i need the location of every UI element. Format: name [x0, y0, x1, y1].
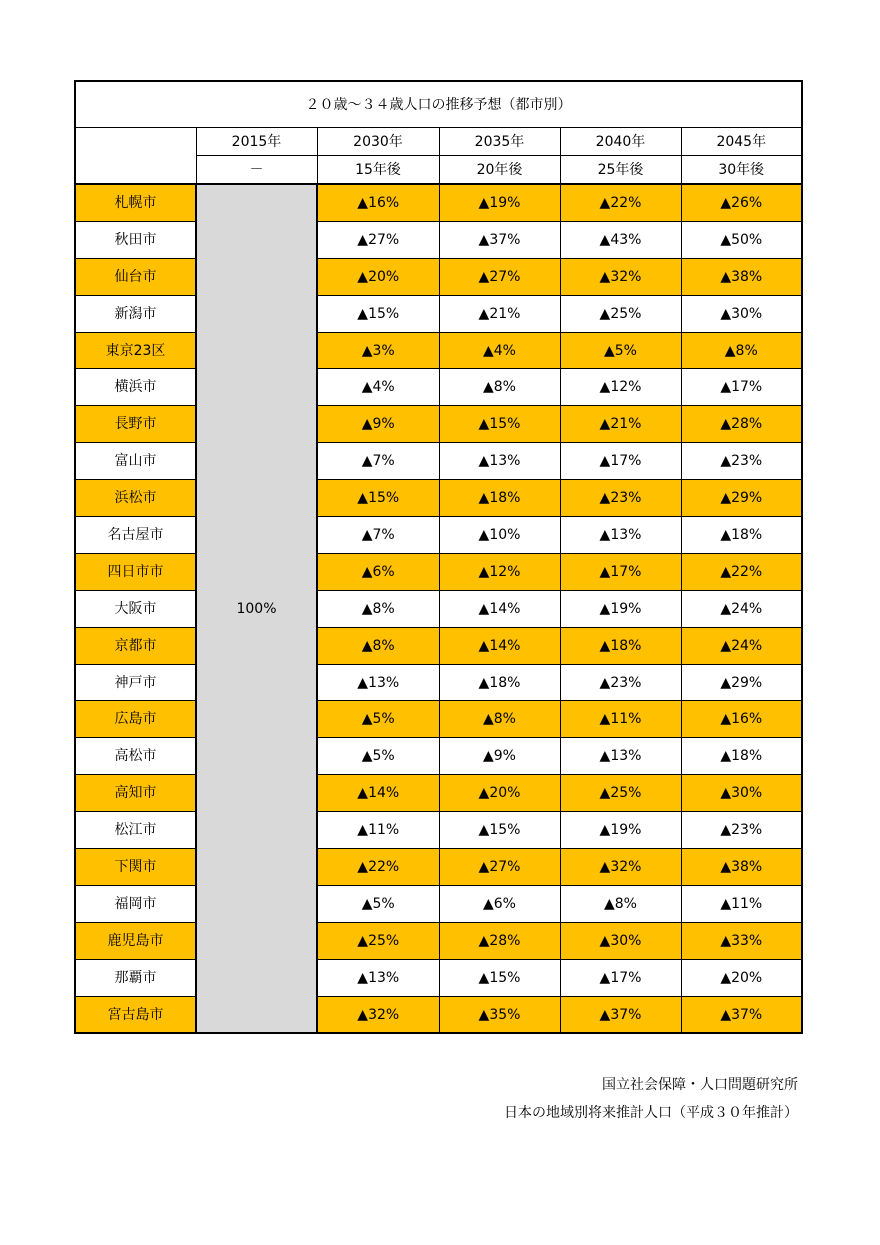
change-value: ▲19% — [560, 590, 681, 627]
table-row — [75, 849, 802, 886]
change-value: ▲13% — [439, 443, 560, 480]
table-row — [75, 959, 802, 996]
city-name: 横浜市 — [75, 369, 196, 406]
city-name: 宮古島市 — [75, 996, 196, 1033]
change-value: ▲37% — [560, 996, 681, 1033]
source-organization: 国立社会保障・人口問題研究所 — [602, 1077, 798, 1093]
change-value: ▲15% — [439, 812, 560, 849]
change-value: ▲13% — [560, 738, 681, 775]
change-value: ▲11% — [681, 885, 802, 922]
change-value: ▲30% — [560, 922, 681, 959]
city-name: 松江市 — [75, 812, 196, 849]
year-header-2040: 2040年 — [560, 128, 681, 156]
change-value: ▲9% — [439, 738, 560, 775]
change-value: ▲5% — [560, 332, 681, 369]
change-value: ▲28% — [681, 406, 802, 443]
change-value: ▲4% — [317, 369, 439, 406]
change-value: ▲20% — [439, 775, 560, 812]
change-value: ▲20% — [681, 959, 802, 996]
change-value: ▲23% — [560, 480, 681, 517]
change-value: ▲14% — [439, 590, 560, 627]
offset-header-2015: － — [196, 156, 317, 185]
change-value: ▲17% — [560, 443, 681, 480]
table-row — [75, 406, 802, 443]
city-name: 東京23区 — [75, 332, 196, 369]
table-row — [75, 885, 802, 922]
change-value: ▲20% — [317, 258, 439, 295]
change-value: ▲19% — [439, 184, 560, 221]
change-value: ▲16% — [681, 701, 802, 738]
city-name: 京都市 — [75, 627, 196, 664]
change-value: ▲8% — [439, 369, 560, 406]
table-row — [75, 480, 802, 517]
change-value: ▲13% — [317, 959, 439, 996]
change-value: ▲25% — [560, 775, 681, 812]
table-row — [75, 590, 802, 627]
city-name: 仙台市 — [75, 258, 196, 295]
change-value: ▲50% — [681, 221, 802, 258]
city-name: 浜松市 — [75, 480, 196, 517]
change-value: ▲17% — [681, 369, 802, 406]
change-value: ▲30% — [681, 775, 802, 812]
change-value: ▲27% — [439, 258, 560, 295]
change-value: ▲8% — [439, 701, 560, 738]
table-row — [75, 775, 802, 812]
change-value: ▲15% — [439, 406, 560, 443]
change-value: ▲6% — [317, 553, 439, 590]
change-value: ▲12% — [439, 553, 560, 590]
city-name: 名古屋市 — [75, 517, 196, 554]
table-row — [75, 221, 802, 258]
city-name: 福岡市 — [75, 885, 196, 922]
city-name: 神戸市 — [75, 664, 196, 701]
change-value: ▲27% — [317, 221, 439, 258]
change-value: ▲33% — [681, 922, 802, 959]
change-value: ▲21% — [560, 406, 681, 443]
table-row — [75, 627, 802, 664]
change-value: ▲13% — [317, 664, 439, 701]
city-name: 秋田市 — [75, 221, 196, 258]
change-value: ▲4% — [439, 332, 560, 369]
change-value: ▲5% — [317, 885, 439, 922]
table-row — [75, 812, 802, 849]
change-value: ▲15% — [317, 480, 439, 517]
year-header-2015: 2015年 — [196, 128, 317, 156]
change-value: ▲23% — [560, 664, 681, 701]
change-value: ▲11% — [560, 701, 681, 738]
table-row — [75, 996, 802, 1033]
change-value: ▲30% — [681, 295, 802, 332]
base-value-2015: 100% — [196, 184, 317, 1033]
change-value: ▲35% — [439, 996, 560, 1033]
change-value: ▲29% — [681, 664, 802, 701]
change-value: ▲32% — [317, 996, 439, 1033]
offset-header-2045: 30年後 — [681, 156, 802, 185]
change-value: ▲29% — [681, 480, 802, 517]
table-row — [75, 184, 802, 221]
change-value: ▲22% — [317, 849, 439, 886]
city-name: 札幌市 — [75, 184, 196, 221]
change-value: ▲23% — [681, 443, 802, 480]
change-value: ▲28% — [439, 922, 560, 959]
change-value: ▲5% — [317, 701, 439, 738]
change-value: ▲8% — [560, 885, 681, 922]
change-value: ▲11% — [317, 812, 439, 849]
change-value: ▲24% — [681, 627, 802, 664]
change-value: ▲14% — [317, 775, 439, 812]
year-header-2030: 2030年 — [317, 128, 439, 156]
change-value: ▲18% — [681, 738, 802, 775]
city-name: 広島市 — [75, 701, 196, 738]
table-row — [75, 258, 802, 295]
change-value: ▲25% — [560, 295, 681, 332]
change-value: ▲43% — [560, 221, 681, 258]
change-value: ▲18% — [560, 627, 681, 664]
table-row — [75, 553, 802, 590]
change-value: ▲25% — [317, 922, 439, 959]
city-name: 新潟市 — [75, 295, 196, 332]
city-name: 那覇市 — [75, 959, 196, 996]
change-value: ▲3% — [317, 332, 439, 369]
change-value: ▲9% — [317, 406, 439, 443]
table-row — [75, 443, 802, 480]
change-value: ▲27% — [439, 849, 560, 886]
city-name: 高松市 — [75, 738, 196, 775]
change-value: ▲13% — [560, 517, 681, 554]
population-table — [74, 80, 803, 1034]
change-value: ▲38% — [681, 258, 802, 295]
change-value: ▲6% — [439, 885, 560, 922]
year-header-2035: 2035年 — [439, 128, 560, 156]
change-value: ▲18% — [681, 517, 802, 554]
change-value: ▲19% — [560, 812, 681, 849]
change-value: ▲32% — [560, 849, 681, 886]
change-value: ▲8% — [317, 627, 439, 664]
change-value: ▲15% — [439, 959, 560, 996]
city-name: 四日市市 — [75, 553, 196, 590]
offset-header-2035: 20年後 — [439, 156, 560, 185]
year-header-2045: 2045年 — [681, 128, 802, 156]
change-value: ▲7% — [317, 443, 439, 480]
change-value: ▲21% — [439, 295, 560, 332]
change-value: ▲8% — [681, 332, 802, 369]
corner-cell — [75, 128, 196, 185]
table-row — [75, 295, 802, 332]
source-publication: 日本の地域別将来推計人口（平成３０年推計） — [504, 1105, 798, 1121]
change-value: ▲38% — [681, 849, 802, 886]
offset-header-2040: 25年後 — [560, 156, 681, 185]
change-value: ▲17% — [560, 553, 681, 590]
city-name: 長野市 — [75, 406, 196, 443]
city-name: 大阪市 — [75, 590, 196, 627]
city-name: 富山市 — [75, 443, 196, 480]
change-value: ▲37% — [681, 996, 802, 1033]
change-value: ▲16% — [317, 184, 439, 221]
change-value: ▲15% — [317, 295, 439, 332]
change-value: ▲7% — [317, 517, 439, 554]
offset-header-2030: 15年後 — [317, 156, 439, 185]
change-value: ▲18% — [439, 664, 560, 701]
table-title: ２０歳～３４歳人口の推移予想（都市別） — [75, 81, 802, 128]
change-value: ▲14% — [439, 627, 560, 664]
city-name: 下関市 — [75, 849, 196, 886]
change-value: ▲17% — [560, 959, 681, 996]
table-row — [75, 922, 802, 959]
city-name: 鹿児島市 — [75, 922, 196, 959]
table-row — [75, 738, 802, 775]
change-value: ▲8% — [317, 590, 439, 627]
change-value: ▲18% — [439, 480, 560, 517]
change-value: ▲10% — [439, 517, 560, 554]
table-row — [75, 369, 802, 406]
change-value: ▲24% — [681, 590, 802, 627]
change-value: ▲23% — [681, 812, 802, 849]
change-value: ▲22% — [681, 553, 802, 590]
table-row — [75, 701, 802, 738]
change-value: ▲22% — [560, 184, 681, 221]
table-row — [75, 517, 802, 554]
table-row — [75, 332, 802, 369]
change-value: ▲37% — [439, 221, 560, 258]
change-value: ▲5% — [317, 738, 439, 775]
change-value: ▲32% — [560, 258, 681, 295]
city-name: 高知市 — [75, 775, 196, 812]
change-value: ▲26% — [681, 184, 802, 221]
change-value: ▲12% — [560, 369, 681, 406]
table-row — [75, 664, 802, 701]
